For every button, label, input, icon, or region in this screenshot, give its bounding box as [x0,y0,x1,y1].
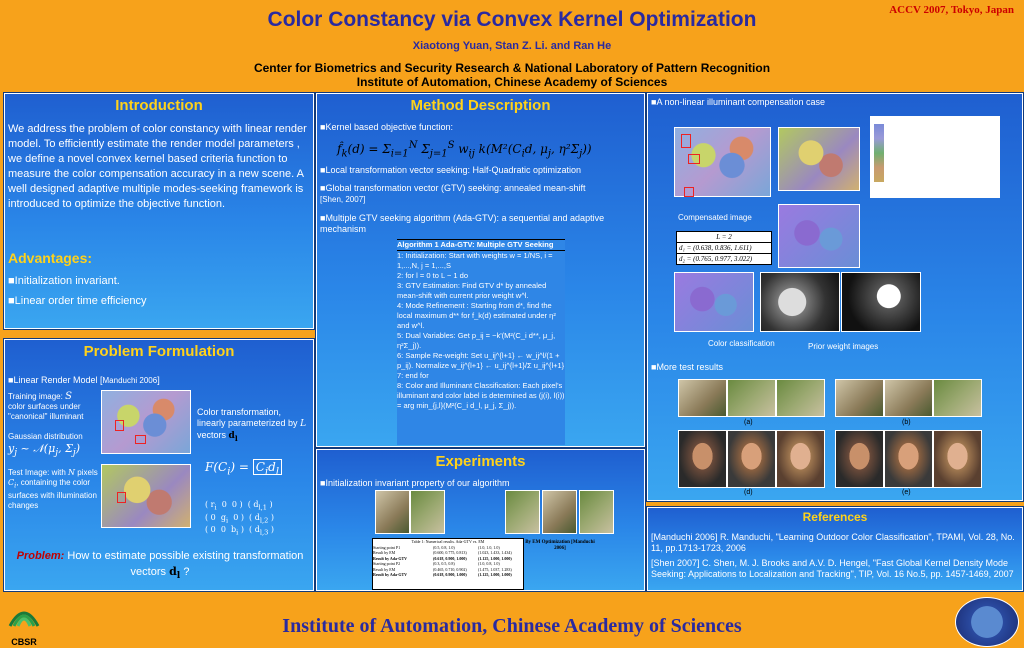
table-caption: Table 1: Numerical results. Ada-GTV vs. EM [411,539,485,544]
references-title: References [802,510,868,524]
introduction-body: We address the problem of color constancy with linear render model. To efficiently estimate the render model parameters , we define a novel convex kernel based criteria function to measure the color compensation accuracy in a new scene. A well designed adaptive multiple modes-seeking framework is introduced to optimize the objective function. [8,123,307,210]
d1-value: d₁ = (0.638, 0.836, 1.611) [677,243,771,254]
algorithm-line: 5: Dual Variables: Get p_ij = −k'(M²(C_i d**, μ_j, η²Σ_j)). [397,331,556,350]
results-table [372,538,524,590]
experiment-image [505,490,540,534]
parameters-table [676,231,772,265]
d2-value: d₂ = (0.765, 0.977, 3.022) [679,255,753,263]
footer-institute: Institute of Automation, Chinese Academy of Sciences [282,615,742,637]
problem-panel [4,339,314,591]
sublabel-b: (b) [902,419,911,426]
method-panel [316,93,645,447]
advantages-title: Advantages: [8,250,93,266]
introduction-title: Introduction [115,97,203,114]
prior-weight-label: Prior weight images [808,342,879,351]
color-classification-image [674,272,754,332]
test-map-image [101,464,191,528]
global-seeking-label: ■ Global transformation vector (GTV) seeking: annealed mean-shift [320,183,638,194]
face-image [933,430,982,488]
matrix-formula: ( $r_i$ 0 0 ) ( $d_{l,1}$ ) ( 0 $g_i$ 0 ) ( $d_{l,2}$ ) ( 0 0 $b_i$ ) ( $d_{l,3}$ ) [205,500,274,537]
L-value: L = 2 [677,232,771,243]
color-classification-label: Color classification [708,339,775,348]
em-label: By EM Optimization [Manduchi 2006] [525,540,595,551]
problem-statement: Problem: How to estimate possible existing transformation vectors $d_l$ ? [16,550,304,582]
experiments-title: Experiments [435,453,526,470]
compensated-image [778,204,860,268]
conference-label: ACCV 2007, Tokyo, Japan [889,4,1014,16]
gaussian-label: Gaussian distribution [8,432,83,441]
algorithm-box [397,239,565,445]
test-result-image [727,379,776,417]
distribution-plot [870,116,1000,198]
test-result-image [835,379,884,417]
algorithm-line: 4: Mode Refinement : Starting from d*, find the local maximum d** for f_k(d) estimated under η² and w^l. [397,301,556,330]
casia-logo-icon [955,597,1019,647]
reference-item: [Shen 2007] C. Shen, M. J. Brooks and A.V. D. Hengel, "Fast Global Kernel Density Mode Seeking: Applications to Localization and Tracking", TIP, Vol. 16 No.5, pp. 1457-1469, 2007 [651,558,1014,579]
kernel-label: ■ Kernel based objective function: [320,122,453,133]
sublabel-d: (d) [744,489,753,496]
cbsr-logo-text: CBSR [11,637,37,647]
face-image [776,430,825,488]
compensated-label: Compensated image [678,213,752,222]
affiliation-line-1: Center for Biometrics and Security Research & National Laboratory of Pattern Recognition [253,61,771,75]
affiliation-line-2: Institute of Automation, Chinese Academy of Sciences [356,75,668,89]
face-image [727,430,776,488]
table-row: Result by EM (0.465, 0.710, 0.902) (1.475, 1.037, 1.283) [373,566,512,572]
table-row: Result by EM (0.600, 0.775, 0.813) (1.023, 1.433, 1.434) [373,550,512,555]
test-result-image [884,379,933,417]
reference-item: [Manduchi 2006] R. Manduchi, "Learning Outdoor Color Classification", TPAMI, Vol. 28, No. 11, pp.1713-1723, 2006 [651,532,1015,553]
region-marker [684,187,694,197]
algorithm-line: 6: Sample Re-weight: Set u_ij^{l+1} ← w_ij^l/(1 + p_ij). Normalize w_ij^{l+1} ← u_ij^{l+1}/Σ u_ij^{l+1} [397,351,565,370]
table-row: Result by Ada-GTV (0.618, 0.900, 1.000) (1.125, 1.000, 1.000) [373,555,512,561]
face-image [678,430,727,488]
region-marker [117,492,126,503]
more-results-label: ■ More test results [651,362,723,373]
algorithm-line: 2: for l = 0 to L − 1 do [397,271,469,280]
local-seeking-label: ■ Local transformation vector seeking: Half-Quadratic optimization [320,165,581,176]
init-invariant-label: ■ Initialization invariant property of our algorithm [320,478,510,489]
nonlinear-label: ■ A non-linear illuminant compensation case [651,97,825,108]
map-image [778,127,860,191]
test-result-image [776,379,825,417]
region-marker [681,134,691,148]
table-row: Starting point P1 (0.5, 0.8, 1.0) (1.0, 1.0, 1.0) [373,544,500,550]
kernel-formula: $f̂_k(d) = \Sigma_{i=1}^N$ $\Sigma_{j=1}^S$ $w_{ij}$ $k(M^2(C_id$, $\mu_j$, $\eta^2\Sigma_j$)) [337,140,592,160]
region-marker [688,154,700,164]
algorithm-line: 1: Initialization: Start with weights w = 1/NS, i = 1,...,N, j = 1,...,S [397,251,553,270]
transform-formula: $F(C_i) = C_id_l$ [205,460,282,477]
global-seeking-ref: [Shen, 2007] [320,195,366,204]
algorithm-line: 3: GTV Estimation: Find GTV d* by annealed mean-shift with current prior weight w^l. [397,281,547,300]
experiment-image [579,490,614,534]
experiment-image [542,490,577,534]
problem-title: Problem Formulation [83,343,235,360]
face-image [884,430,933,488]
training-image-desc: Training image: S color surfaces under "canonical" illuminant [8,391,84,421]
sublabel-a: (a) [744,419,753,426]
algorithm-line: 8: Color and Illuminant Classification: Each pixel's illuminant and color label is determined as (j(i), l(i)) = arg min_{j,l}(M²(C_i d_l, μ_j, Σ_j)). [397,381,565,410]
cbsr-emblem-icon [6,598,42,632]
prior-weight-image [760,272,840,332]
region-marker [115,420,124,431]
references-panel [647,507,1023,591]
table-row: Starting point P2 (0.3, 0.5, 0.8) (1.0, 0.8, 1.0) [373,561,500,566]
experiments-panel [316,449,645,591]
poster-title: Color Constancy via Convex Kernel Optimization [267,8,757,31]
advantage-item: ■ Linear order time efficiency [8,294,147,309]
method-title: Method Description [410,97,551,114]
render-model-label: ■ Linear Render Model [Manduchi 2006] [8,375,160,386]
introduction-panel [4,93,314,329]
experiment-image [410,490,445,534]
test-image-desc: Test Image: with N pixels $C_i$, containing the color surfaces with illumination changes [8,468,98,510]
algorithm-line: 7: end for [397,371,429,380]
region-marker [135,435,146,444]
experiment-image [375,490,410,534]
gaussian-formula: $y_j$ ~ $𝒩(\mu_j$, $\Sigma_j$) [8,442,81,459]
multi-gtv-label: ■ Multiple GTV seeking algorithm (Ada-GTV): a sequential and adaptive mechanism [320,213,630,235]
color-legend [874,124,884,182]
color-transform-desc: Color transformation, linearly parameterized by L vectors $d_l$ [197,407,307,443]
algorithm-title: Algorithm 1 Ada-GTV: Multiple GTV Seeking [397,240,565,251]
test-result-image [678,379,727,417]
advantage-item: ■ Initialization invariant. [8,274,120,289]
prior-weight-image [841,272,921,332]
results-panel [647,93,1023,501]
face-image [835,430,884,488]
table-row: Result by Ada-GTV (0.618, 0.900, 1.000) (1.125, 1.000, 1.000) [373,572,512,577]
cbsr-logo [6,598,42,647]
test-result-image [933,379,982,417]
sublabel-e: (e) [902,489,911,496]
authors: Xiaotong Yuan, Stan Z. Li. and Ran He [412,40,612,52]
